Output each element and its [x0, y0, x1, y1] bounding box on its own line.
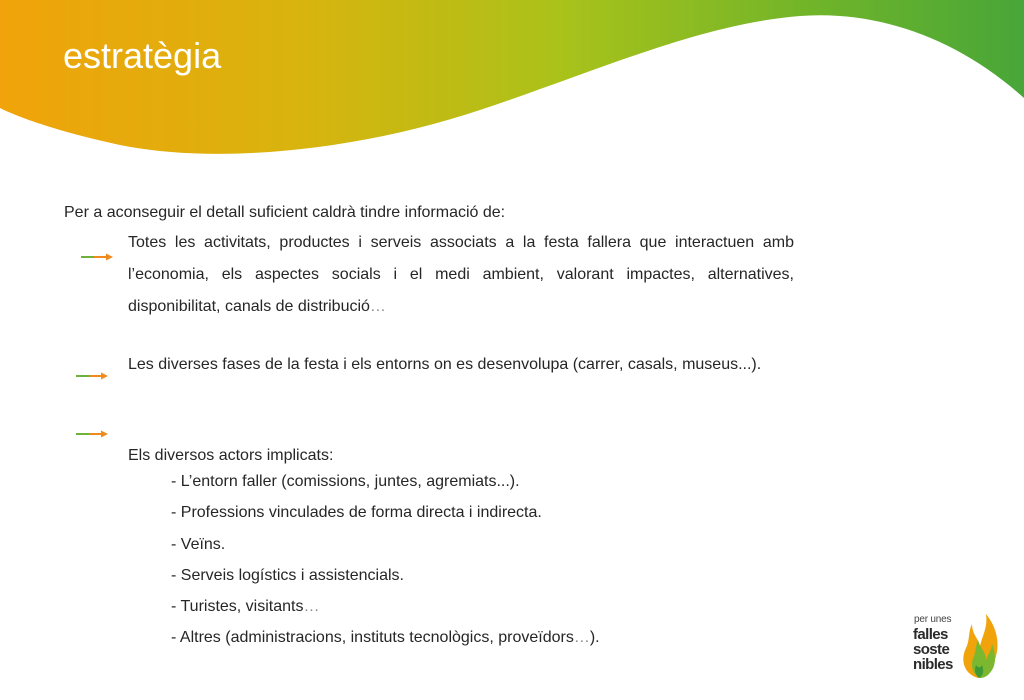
arrow-bullet-icon — [75, 429, 109, 439]
list-item — [171, 591, 600, 622]
list-item-suffix: ). — [589, 629, 600, 647]
bullet-item-text: Les diverses fases de la festa i els entorns on es desenvolupa (carrer, casals, museus...). — [128, 356, 762, 373]
arrow-bullet-icon — [80, 252, 114, 262]
bullet-item-text: Els diversos actors implicats: — [128, 447, 334, 464]
list-item — [171, 622, 600, 653]
arrow-bullet-icon — [75, 371, 109, 381]
bullet-item — [128, 349, 794, 381]
actors-list — [171, 466, 600, 654]
flame-icon — [958, 610, 1000, 680]
list-item — [171, 560, 600, 591]
ellipsis: … — [369, 298, 386, 315]
list-item — [171, 497, 600, 528]
bullet-item-text: Totes les activitats, productes i serveis associats a la festa fallera que interactuen amb l’economia, els aspectes socials i el medi ambient, valorant impactes, alternatives, disponibilitat, canals de distribució — [128, 234, 794, 315]
list-item-text: - Professions vinculades de forma directa i indirecta. — [171, 504, 542, 522]
logo-text-line: falles — [913, 626, 948, 643]
intro-text: Per a aconseguir el detall suficient caldrà tindre informació de: — [64, 204, 506, 221]
list-item-text: - L’entorn faller (comissions, juntes, agremiats...). — [171, 473, 520, 490]
list-item — [171, 466, 600, 497]
list-item — [171, 529, 600, 560]
header-banner — [0, 0, 1024, 170]
logo-text-line: soste — [913, 641, 950, 658]
logo — [910, 608, 1010, 682]
list-item-text: - Turistes, visitants — [171, 598, 304, 616]
ellipsis: … — [303, 598, 320, 616]
slide-title: estratègia — [63, 35, 222, 76]
list-item-text: - Altres (administracions, instituts tecnològics, proveïdors — [171, 629, 574, 647]
list-item-text: - Serveis logístics i assistencials. — [171, 566, 404, 584]
logo-text-line: nibles — [913, 656, 953, 673]
list-item-text: - Veïns. — [171, 535, 226, 553]
logo-small-text: per unes — [914, 614, 952, 625]
ellipsis: … — [573, 629, 590, 647]
bullet-item — [128, 227, 794, 323]
